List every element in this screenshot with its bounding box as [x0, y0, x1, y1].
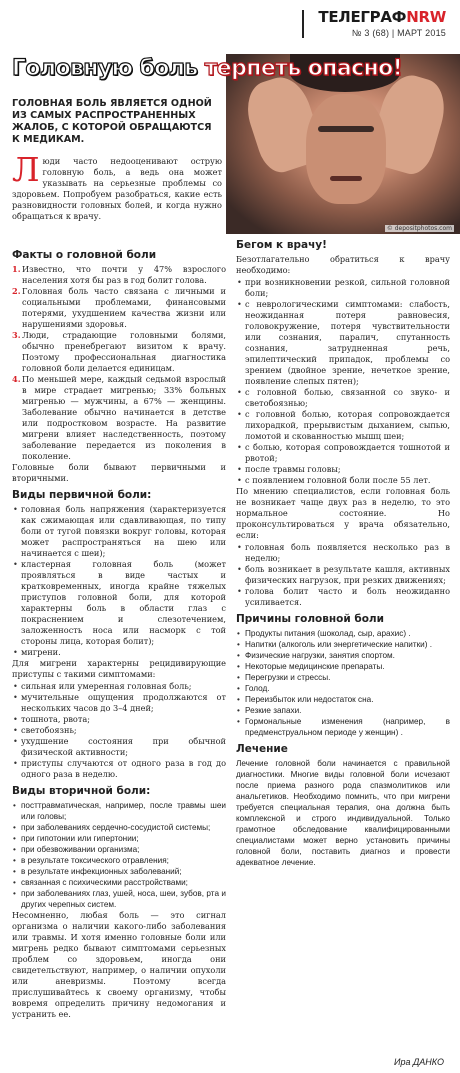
list-item: • ухудшение состояния при обычной физической активности; [12, 736, 226, 758]
headline: Головную боль терпеть опасно! [12, 56, 403, 81]
primary-list [12, 504, 226, 658]
list-item: • при заболеваниях глаз, ушей, носа, шеи, зубов, рта и других черепных систем. [12, 888, 226, 910]
doctor-opinion: По мнению специалистов, если головная боль не возникает чаще двух раз в неделю, то это нормальное состояние. Но проконсультироваться у врача обязательно, если: [236, 486, 450, 540]
migraine-list [12, 681, 226, 780]
right-column [236, 234, 450, 869]
doctor-intro: Безотлагательно обратиться к врачу необходимо: [236, 254, 450, 275]
list-item: • головная боль напряжения (характеризуется как сжимающая или сдавливающая, по типу боли от тугой повязки вокруг головы, которая может распространяться на шею или начинается с шеи); [12, 504, 226, 559]
list-item: 1. Известно, что почти у 47% взрослого населения хотя бы раз в год болит голова. [12, 264, 226, 285]
headache-photo [226, 54, 460, 234]
list-item: • боль возникает в результате кашля, активных физических нагрузок, при резких движениях; [236, 564, 450, 586]
list-item: • сильная или умеренная головная боль; [12, 681, 226, 692]
list-item: • Продукты питания (шоколад, сыр, арахис) . [236, 628, 450, 639]
list-item: • с головной болью, связанной со звуко- и светобоязнью; [236, 387, 450, 409]
list-item: • кластерная головная боль (может проявляться в виде частых и кратковременных, иногда крайне тяжелых приступов головной боли, для которой характерны боль в области глаз с покраснением и слезотечением, заложенность носа или насморк с той стороны лица, которая болит); [12, 559, 226, 647]
list-item: • с болью, которая сопровождается тошнотой и рвотой; [236, 442, 450, 464]
facts-list [12, 264, 226, 462]
facts-heading: Факты о головной боли [12, 249, 157, 261]
list-item: • Физические нагрузки, занятия спортом. [236, 650, 450, 661]
list-item: • при гипотонии или гипертонии; [12, 833, 226, 844]
intro-paragraph: Люди часто недооценивают острую головную боль, а ведь она может указывать на серьезные проблемы со здоровьем. Попробуем разобраться, какие есть разновидности головных болей, и когда нужно обращаться к врачу. [12, 150, 222, 221]
facts-tail: Головные боли бывают первичными и вторичными. [12, 462, 226, 483]
photo-credit: © depositphotos.com [386, 225, 452, 232]
list-item: • посттравматическая, например, после травмы шеи или головы; [12, 800, 226, 822]
list-item: • Резкие запахи. [236, 705, 450, 716]
lead-paragraph: ГОЛОВНАЯ БОЛЬ ЯВЛЯЕТСЯ ОДНОЙ ИЗ САМЫХ РАСПРОСТРАНЕННЫХ ЖАЛОБ, С КОТОРОЙ ОБРАЩАЮТСЯ К МЕДИКАМ. [12, 98, 212, 145]
list-item: • в результате инфекционных заболеваний; [12, 866, 226, 877]
masthead-divider [302, 10, 304, 38]
doctor-list [236, 277, 450, 486]
list-item: • связанная с психическими расстройствами; [12, 877, 226, 888]
list-item: • в результате токсического отравления; [12, 855, 226, 866]
list-item: • после травмы головы; [236, 464, 450, 475]
migraine-intro: Для мигрени характерны рецидивирующие приступы с такими симптомами: [12, 658, 226, 679]
list-item: • при возникновении резкой, сильной головной боли; [236, 277, 450, 299]
list-item: • светобоязнь; [12, 725, 226, 736]
list-item: • с головной болью, которая сопровождается лихорадкой, прерывистым дыханием, сыпью, ломотой и скованностью мышц шеи; [236, 409, 450, 442]
treatment-text: Лечение головной боли начинается с правильной диагностики. Многие виды головной боли исчезают после приема разного рода спазмолитиков или анальгетиков. Необходимо помнить, что при мигрени требуется специальная терапия, она должна быть комплексной и строго индивидуальной. Только грамотное обследование квалифицированными специалистами может верно установить причины головной боли, поставить диагноз и провести адекватное лечение. [236, 759, 450, 867]
treatment-heading: Лечение [236, 743, 288, 755]
list-item: 3. Люди, страдающие головными болями, обычно пренебрегают визитом к врачу. Поэтому профессиональная диагностика головной боли делается единицам. [12, 330, 226, 373]
author-signature: Ира ДАНКО [394, 1057, 444, 1067]
list-item: • при обезвоживании организма; [12, 844, 226, 855]
list-item: • приступы случаются от одного раза в год до одного раза в неделю. [12, 758, 226, 780]
drop-cap: Л [12, 150, 40, 189]
list-item: • Переизбыток или недостаток сна. [236, 694, 450, 705]
primary-heading: Виды первичной боли: [12, 489, 152, 501]
secondary-tail: Несомненно, любая боль — это сигнал организма о наличии какого-либо заболевания или травмы. И хотя именно головные боли или мигрень редко бывают симптомами серьезных проблем со здоровьем, иногда они свидетельствуют, например, о наличии опухоли или аневризмы. Поэтому всегда прислушивайтесь к своему организму, чтобы вовремя определить причину недомогания и устранить ее. [12, 910, 226, 1019]
list-item: • Перегрузки и стрессы. [236, 672, 450, 683]
list-item: • тошнота, рвота; [12, 714, 226, 725]
doctor-if-list [236, 542, 450, 608]
list-item: • при заболеваниях сердечно-сосудистой системы; [12, 822, 226, 833]
list-item: 2. Головная боль часто связана с личными и социальными проблемами, финансовыми потерями, ухудшением качества жизни или нарушениями здоровья. [12, 286, 226, 329]
hero-section [0, 54, 460, 254]
secondary-heading: Виды вторичной боли: [12, 785, 151, 797]
secondary-list [12, 800, 226, 910]
list-item: • Напитки (алкоголь или энергетические напитки) . [236, 639, 450, 650]
causes-heading: Причины головной боли [236, 613, 384, 625]
doctor-heading: Бегом к врачу! [236, 239, 327, 251]
list-item: • с неврологическими симптомами: слабость, неожиданная потеря равновесия, головокружение, потеря чувствительности или сознания, паралич, спутанность сознания, затрудненная речь, эпилептический припадок, проблемы со зрением (двойное зрение, нечеткое зрение, появление слепых пятен); [236, 299, 450, 387]
list-item: • Гормональные изменения (например, в предменструальном периоде у женщин) . [236, 716, 450, 738]
list-item: 4. По меньшей мере, каждый седьмой взрослый в мире страдает мигренью; 33% больных мигренью — мужчины, а 67% — женщины. Заболевание обычно начинается в детстве или подростковом возрасте. На развитие мигрени влияет наследственность, поэтому заболевание передается из поколения в поколение. [12, 374, 226, 461]
list-item: • Некоторые медицинские препараты. [236, 661, 450, 672]
left-column [12, 244, 226, 1021]
list-item: • с появлением головной боли после 55 лет. [236, 475, 450, 486]
brand-logo: ТЕЛЕГРАФNRW [318, 8, 446, 26]
list-item: • мигрени. [12, 647, 226, 658]
list-item: • голова болит часто и боль неожиданно усиливается. [236, 586, 450, 608]
causes-list [236, 628, 450, 738]
list-item: • мучительные ощущения продолжаются от нескольких часов до 3–4 дней; [12, 692, 226, 714]
masthead [0, 4, 460, 44]
issue-info: № 3 (68) | МАРТ 2015 [351, 28, 446, 38]
list-item: • головная боль появляется несколько раз в неделю; [236, 542, 450, 564]
list-item: • Голод. [236, 683, 450, 694]
